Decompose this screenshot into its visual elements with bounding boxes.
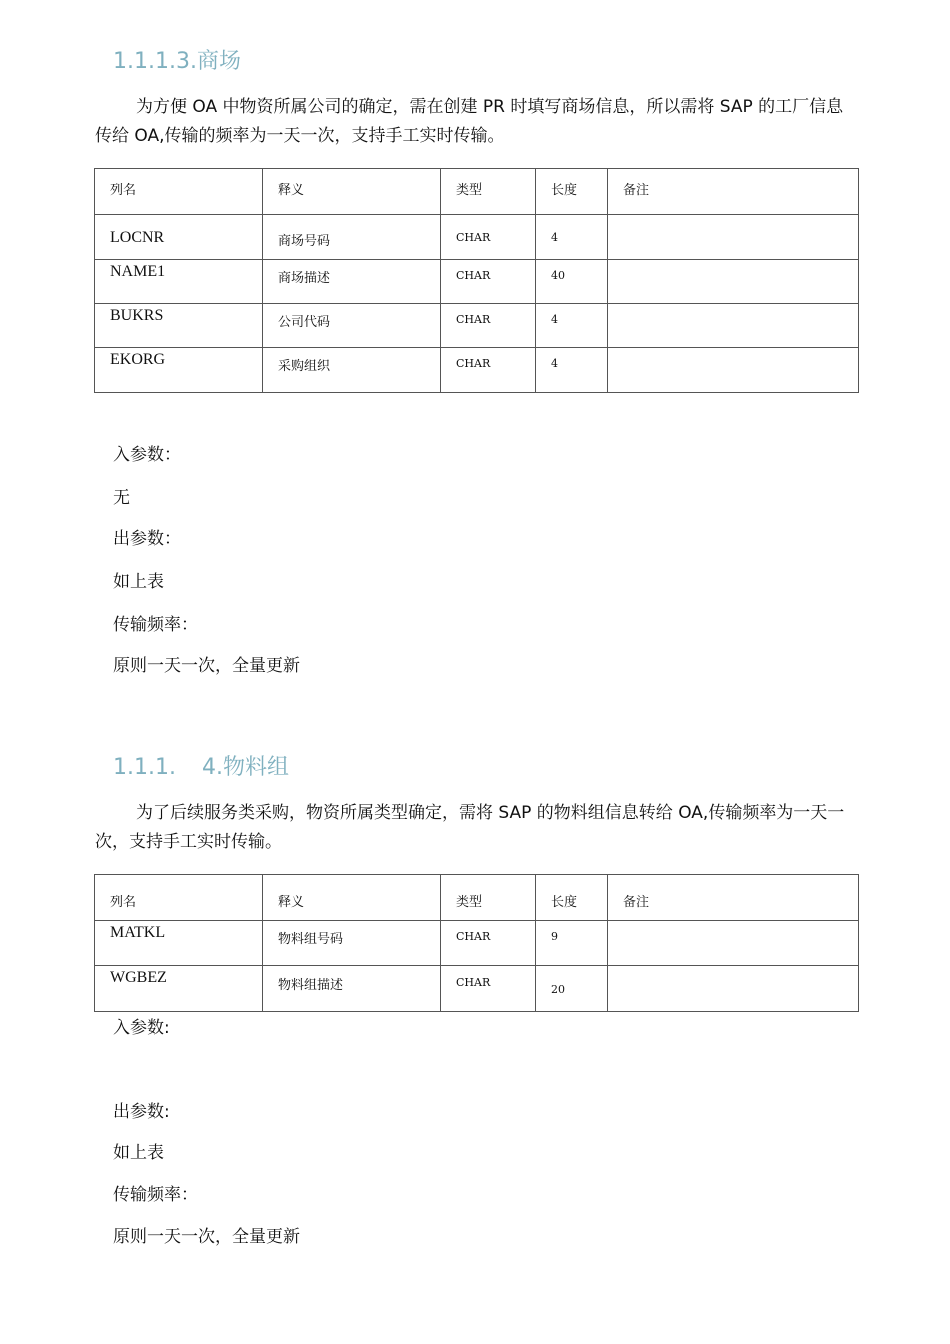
column-header: 备注 [623,895,650,910]
column-header: 列名 [110,895,137,910]
section-paragraph-material-group: 为了后续服务类采购，物资所属类型确定，需将 SAP 的物料组信息转给 OA,传输频率为一天一次，支持手工实时传输。 [95,803,845,852]
input-params-label: 入参数: [113,1018,170,1038]
field-name: LOCNR [110,229,165,246]
heading-number: 1.1.1. [113,755,176,780]
store-field-table [94,168,859,393]
field-name: BUKRS [110,307,164,324]
section-paragraph-store: 为方便 OA 中物资所属公司的确定，需在创建 PR 时填写商场信息，所以需将 SAP 的工厂信息传给 OA,传输的频率为一天一次，支持手工实时传输。 [95,97,844,146]
field-length: 4 [551,313,558,326]
field-name: NAME1 [110,263,166,280]
field-meaning: 商场号码 [278,234,331,249]
field-type: CHAR [456,269,491,282]
table-row [95,260,859,304]
field-meaning: 采购组织 [278,359,331,374]
column-header: 释义 [278,183,305,198]
table-row [95,348,859,393]
field-meaning: 商场描述 [278,271,331,286]
frequency-value: 原则一天一次，全量更新 [113,656,300,676]
field-length: 4 [551,231,558,244]
field-meaning: 物料组号码 [278,932,344,947]
field-meaning: 物料组描述 [278,978,344,993]
field-name: WGBEZ [110,969,167,986]
output-params-value: 如上表 [113,1143,164,1163]
column-header: 列名 [110,183,137,198]
field-length: 4 [551,357,558,370]
field-length: 9 [551,930,558,943]
heading-text: 4.物料组 [201,755,289,780]
input-params-label: 入参数： [113,445,181,465]
field-type: CHAR [456,976,491,989]
field-type: CHAR [456,313,491,326]
frequency-label: 传输频率： [113,1185,198,1205]
section-heading-store: 1.1.1.3.商场 [113,49,241,74]
table-row [95,215,859,260]
column-header: 释义 [278,895,305,910]
field-type: CHAR [456,357,491,370]
table-row [95,966,859,1012]
column-header: 类型 [456,895,483,910]
section-heading-material-group [113,750,289,781]
column-header: 长度 [551,895,578,910]
field-name: MATKL [110,924,166,941]
field-type: CHAR [456,231,491,244]
material-group-field-table [94,874,859,1012]
field-length: 20 [551,983,565,996]
frequency-value: 原则一天一次，全量更新 [113,1227,300,1247]
table-header-row [95,169,859,215]
field-type: CHAR [456,930,491,943]
column-header: 长度 [551,183,578,198]
frequency-label: 传输频率： [113,615,198,635]
table-row [95,921,859,966]
column-header: 备注 [623,183,650,198]
input-params-value: 无 [113,488,130,508]
output-params-label: 出参数： [113,529,181,549]
field-name: EKORG [110,351,166,368]
table-row [95,304,859,348]
output-params-value: 如上表 [113,572,164,592]
field-length: 40 [551,269,565,282]
column-header: 类型 [456,183,483,198]
field-meaning: 公司代码 [278,315,331,330]
output-params-label: 出参数: [113,1102,170,1122]
table-header-row [95,875,859,921]
